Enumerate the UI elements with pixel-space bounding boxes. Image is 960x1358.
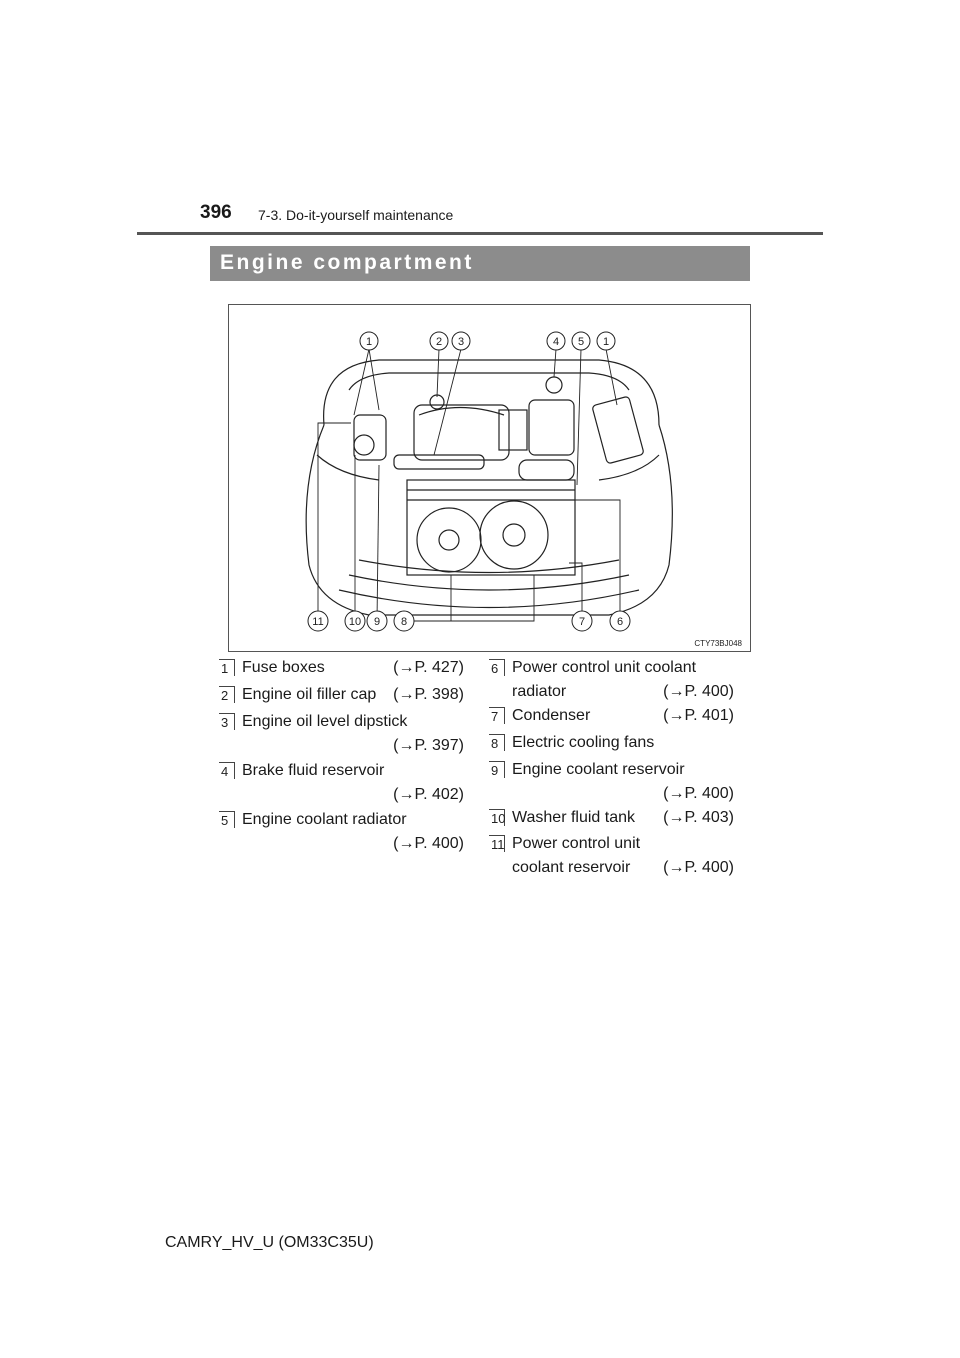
list-item bbox=[489, 806, 734, 832]
callout-bottom-9: 9 bbox=[373, 616, 381, 628]
item-number: 6 bbox=[489, 659, 505, 676]
engine-illustration bbox=[229, 305, 750, 651]
item-label: Power control unit bbox=[512, 835, 641, 852]
item-label: Electric cooling fans bbox=[512, 734, 655, 751]
list-item bbox=[489, 832, 734, 882]
item-number: 11 bbox=[491, 837, 505, 852]
item-label: Engine coolant radiator bbox=[242, 811, 407, 828]
item-label: Fuse boxes bbox=[242, 659, 325, 676]
item-label: Condenser bbox=[512, 707, 591, 724]
section-title: 7-3. Do-it-yourself maintenance bbox=[258, 207, 454, 223]
footer-doc-id: CAMRY_HV_U (OM33C35U) bbox=[165, 1234, 374, 1251]
item-page-ref: (→P. 402) bbox=[393, 786, 464, 803]
item-label: Engine coolant reservoir bbox=[512, 761, 685, 778]
callout-bottom-8: 8 bbox=[400, 616, 408, 628]
engine-compartment-figure bbox=[228, 304, 751, 652]
page-number: 396 bbox=[200, 202, 232, 223]
callout-top-1: 1 bbox=[365, 336, 373, 348]
callout-bottom-11: 11 bbox=[312, 616, 324, 628]
item-number: 3 bbox=[219, 713, 235, 730]
item-label-cont: radiator bbox=[512, 683, 567, 700]
list-item bbox=[219, 759, 464, 809]
section-banner bbox=[210, 246, 750, 281]
item-number: 10 bbox=[491, 811, 506, 826]
item-label-cont: coolant reservoir bbox=[512, 859, 631, 876]
callout-bottom-7: 7 bbox=[578, 616, 586, 628]
item-label: Brake fluid reservoir bbox=[242, 762, 385, 779]
figure-code: CTY73BJ048 bbox=[694, 639, 742, 648]
list-item bbox=[489, 731, 734, 757]
callout-top-5: 5 bbox=[577, 336, 585, 348]
list-item bbox=[219, 808, 464, 858]
item-page-ref: (→P. 427) bbox=[393, 659, 464, 676]
item-page-ref: (→P. 397) bbox=[393, 737, 464, 754]
item-number: 5 bbox=[219, 811, 235, 828]
list-item bbox=[219, 710, 464, 760]
item-page-ref: (→P. 401) bbox=[663, 707, 734, 724]
item-page-ref: (→P. 403) bbox=[663, 809, 734, 826]
item-number: 4 bbox=[219, 762, 235, 779]
item-number: 7 bbox=[489, 707, 505, 724]
callout-top-3: 3 bbox=[457, 336, 465, 348]
item-page-ref: (→P. 400) bbox=[663, 859, 734, 876]
list-item bbox=[489, 758, 734, 808]
item-page-ref: (→P. 398) bbox=[393, 686, 464, 703]
callout-bottom-10: 10 bbox=[348, 616, 362, 628]
list-item bbox=[219, 683, 464, 709]
header-rule bbox=[137, 232, 823, 235]
banner-title: Engine compartment bbox=[220, 251, 474, 274]
item-label: Washer fluid tank bbox=[512, 809, 636, 826]
item-number: 8 bbox=[489, 734, 505, 751]
item-label: Power control unit coolant bbox=[512, 659, 697, 676]
callout-top-4: 4 bbox=[552, 336, 560, 348]
item-label: Engine oil level dipstick bbox=[242, 713, 408, 730]
item-number: 9 bbox=[489, 761, 505, 778]
item-page-ref: (→P. 400) bbox=[393, 835, 464, 852]
item-page-ref: (→P. 400) bbox=[663, 785, 734, 802]
callout-bottom-6: 6 bbox=[616, 616, 624, 628]
list-item bbox=[489, 656, 734, 706]
item-number: 2 bbox=[219, 686, 235, 703]
item-number: 1 bbox=[219, 659, 235, 676]
item-page-ref: (→P. 400) bbox=[663, 683, 734, 700]
list-item bbox=[489, 704, 734, 730]
callout-top-6: 1 bbox=[602, 336, 610, 348]
item-label: Engine oil filler cap bbox=[242, 686, 377, 703]
callout-top-2: 2 bbox=[435, 336, 443, 348]
list-item bbox=[219, 656, 464, 682]
